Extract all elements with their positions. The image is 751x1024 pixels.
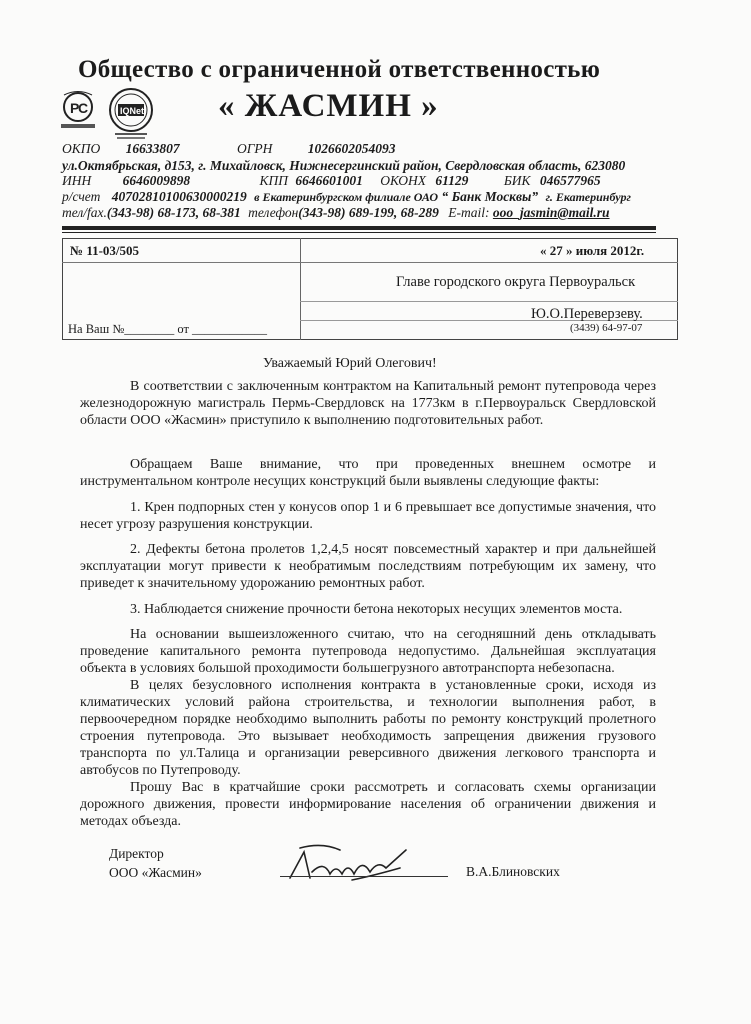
phone-label: телефон xyxy=(248,205,299,220)
okpo-label: ОКПО xyxy=(62,141,101,156)
signature-line xyxy=(280,876,448,877)
paragraph: На основании вышеизложенного считаю, что на сегодняшний день откладывать проведение капитального ремонта путепровода недопустимо. Дальнейшая эксплуатация объекта в условиях большой проходимости большегрузного автотранспорта небезопасна. xyxy=(80,627,656,676)
header-divider xyxy=(62,226,656,230)
signer-company: ООО «Жасмин» xyxy=(109,865,202,880)
paragraph: В соответствии с заключенным контрактом на Капитальный ремонт путепровода через железнодорожную магистраль Пермь-Свердловск на 1773км в г.Первоуральск Свердловской области ООО «Жасмин» приступило к выполнению подготовительных работ. xyxy=(80,379,656,428)
bank-account-line xyxy=(62,189,631,205)
svg-text:C: C xyxy=(78,100,89,116)
paragraph: Обращаем Ваше внимание, что при проведенных внешнем осмотре и инструментальном контроле несущих конструкций были выявлены следующие факты: xyxy=(80,457,656,489)
signer-name: В.А.Блиновских xyxy=(466,864,560,879)
salutation: Уважаемый Юрий Олегович! xyxy=(263,356,437,371)
bik-label: БИК xyxy=(503,173,531,188)
contacts-line xyxy=(62,205,610,221)
paragraph: Прошу Вас в кратчайшие сроки рассмотреть и согласовать схемы организации дорожного движения, провести информирование населения об ограничении движения и методах объезда. xyxy=(80,780,656,829)
registration-box-divider xyxy=(300,238,301,340)
your-reference: На Ваш №________ от ____________ xyxy=(68,322,268,336)
okonh-label: ОКОНХ xyxy=(380,173,427,188)
email-value[interactable]: ooo_jasmin@mail.ru xyxy=(492,205,610,220)
registration-box-top-line xyxy=(62,262,678,263)
paragraph: 3. Наблюдается снижение прочности бетона некоторых несущих элементов моста. xyxy=(130,602,623,617)
letter-date: « 27 » июля 2012г. xyxy=(540,243,645,258)
phone-value: (343-98) 689-199, 68-289 xyxy=(298,205,439,220)
svg-text:P: P xyxy=(70,100,80,116)
okpo-value: 16633807 xyxy=(125,141,180,156)
recipient-phone: (3439) 64-97-07 xyxy=(570,322,643,334)
recipient-line-rule xyxy=(300,301,678,302)
inn-kpp-line xyxy=(62,173,601,189)
kpp-value: 6646601001 xyxy=(295,173,363,188)
handwritten-signature xyxy=(282,838,422,888)
paragraph: 2. Дефекты бетона пролетов 1,2,4,5 носят повсеместный характер и при дальнейшей эксплуатации могут привести к необратимым последствиям потребующим их замену, что приведет к значительному удорожанию ремонтных работ. xyxy=(80,542,656,591)
bik-value: 046577965 xyxy=(539,173,601,188)
header-divider-thin xyxy=(62,232,656,233)
organization-name: « ЖАСМИН » xyxy=(218,88,439,124)
signer-title: Директор xyxy=(109,846,164,861)
account-value: 40702810100630000219 xyxy=(111,189,247,204)
inn-label: ИНН xyxy=(62,173,92,188)
bank-in: в Екатеринбургском филиале ОАО xyxy=(254,190,439,204)
ogrn-label: ОГРН xyxy=(236,141,273,156)
rst-certification-logo xyxy=(55,86,101,132)
bank-city: г. Екатеринбург xyxy=(545,190,631,204)
recipient-position: Главе городского округа Первоуральск xyxy=(396,274,636,290)
bank-name: “ Банк Москвы” xyxy=(441,189,539,204)
telfax-label: тел/fax. xyxy=(62,205,107,220)
inn-value: 6646009898 xyxy=(122,173,191,188)
telfax-value: (343-98) 68-173, 68-381 xyxy=(106,205,241,220)
registration-number: № 11-03/505 xyxy=(70,243,140,258)
okonh-value: 61129 xyxy=(435,173,469,188)
iqnet-certification-logo xyxy=(105,86,159,140)
paragraph: В целях безусловного исполнения контракта в установленные сроки, исходя из климатических условий района строительства, и технологии выполнения работ, в первоочередном порядке необходимо выполнить работы по ремонту конструкций пролетного строения путепровода. Это вызывает необходимость запрещения движения грузового транспорта по ул.Талица и организации реверсивного движения легкового транспорта и автобусов по Путепроводу. xyxy=(80,678,656,778)
svg-text:IQNet: IQNet xyxy=(120,106,145,116)
account-label: р/счет xyxy=(62,189,101,204)
organization-type: Общество с ограниченной ответственностью xyxy=(78,56,601,83)
paragraph: 1. Крен подпорных стен у конусов опор 1 и 6 превышает все допустимые значения, что несет угрозу разрушения конструкции. xyxy=(80,500,656,532)
ogrn-value: 1026602054093 xyxy=(307,141,396,156)
email-label: E-mail: xyxy=(448,205,490,220)
recipient-name: Ю.О.Переверзеву. xyxy=(531,306,643,322)
address: ул.Октябрьская, д153, г. Михайловск, Нижнесергинский район, Свердловская область, 623080 xyxy=(62,158,626,173)
okpo-ogrn-line xyxy=(62,141,396,157)
kpp-label: КПП xyxy=(259,173,288,188)
